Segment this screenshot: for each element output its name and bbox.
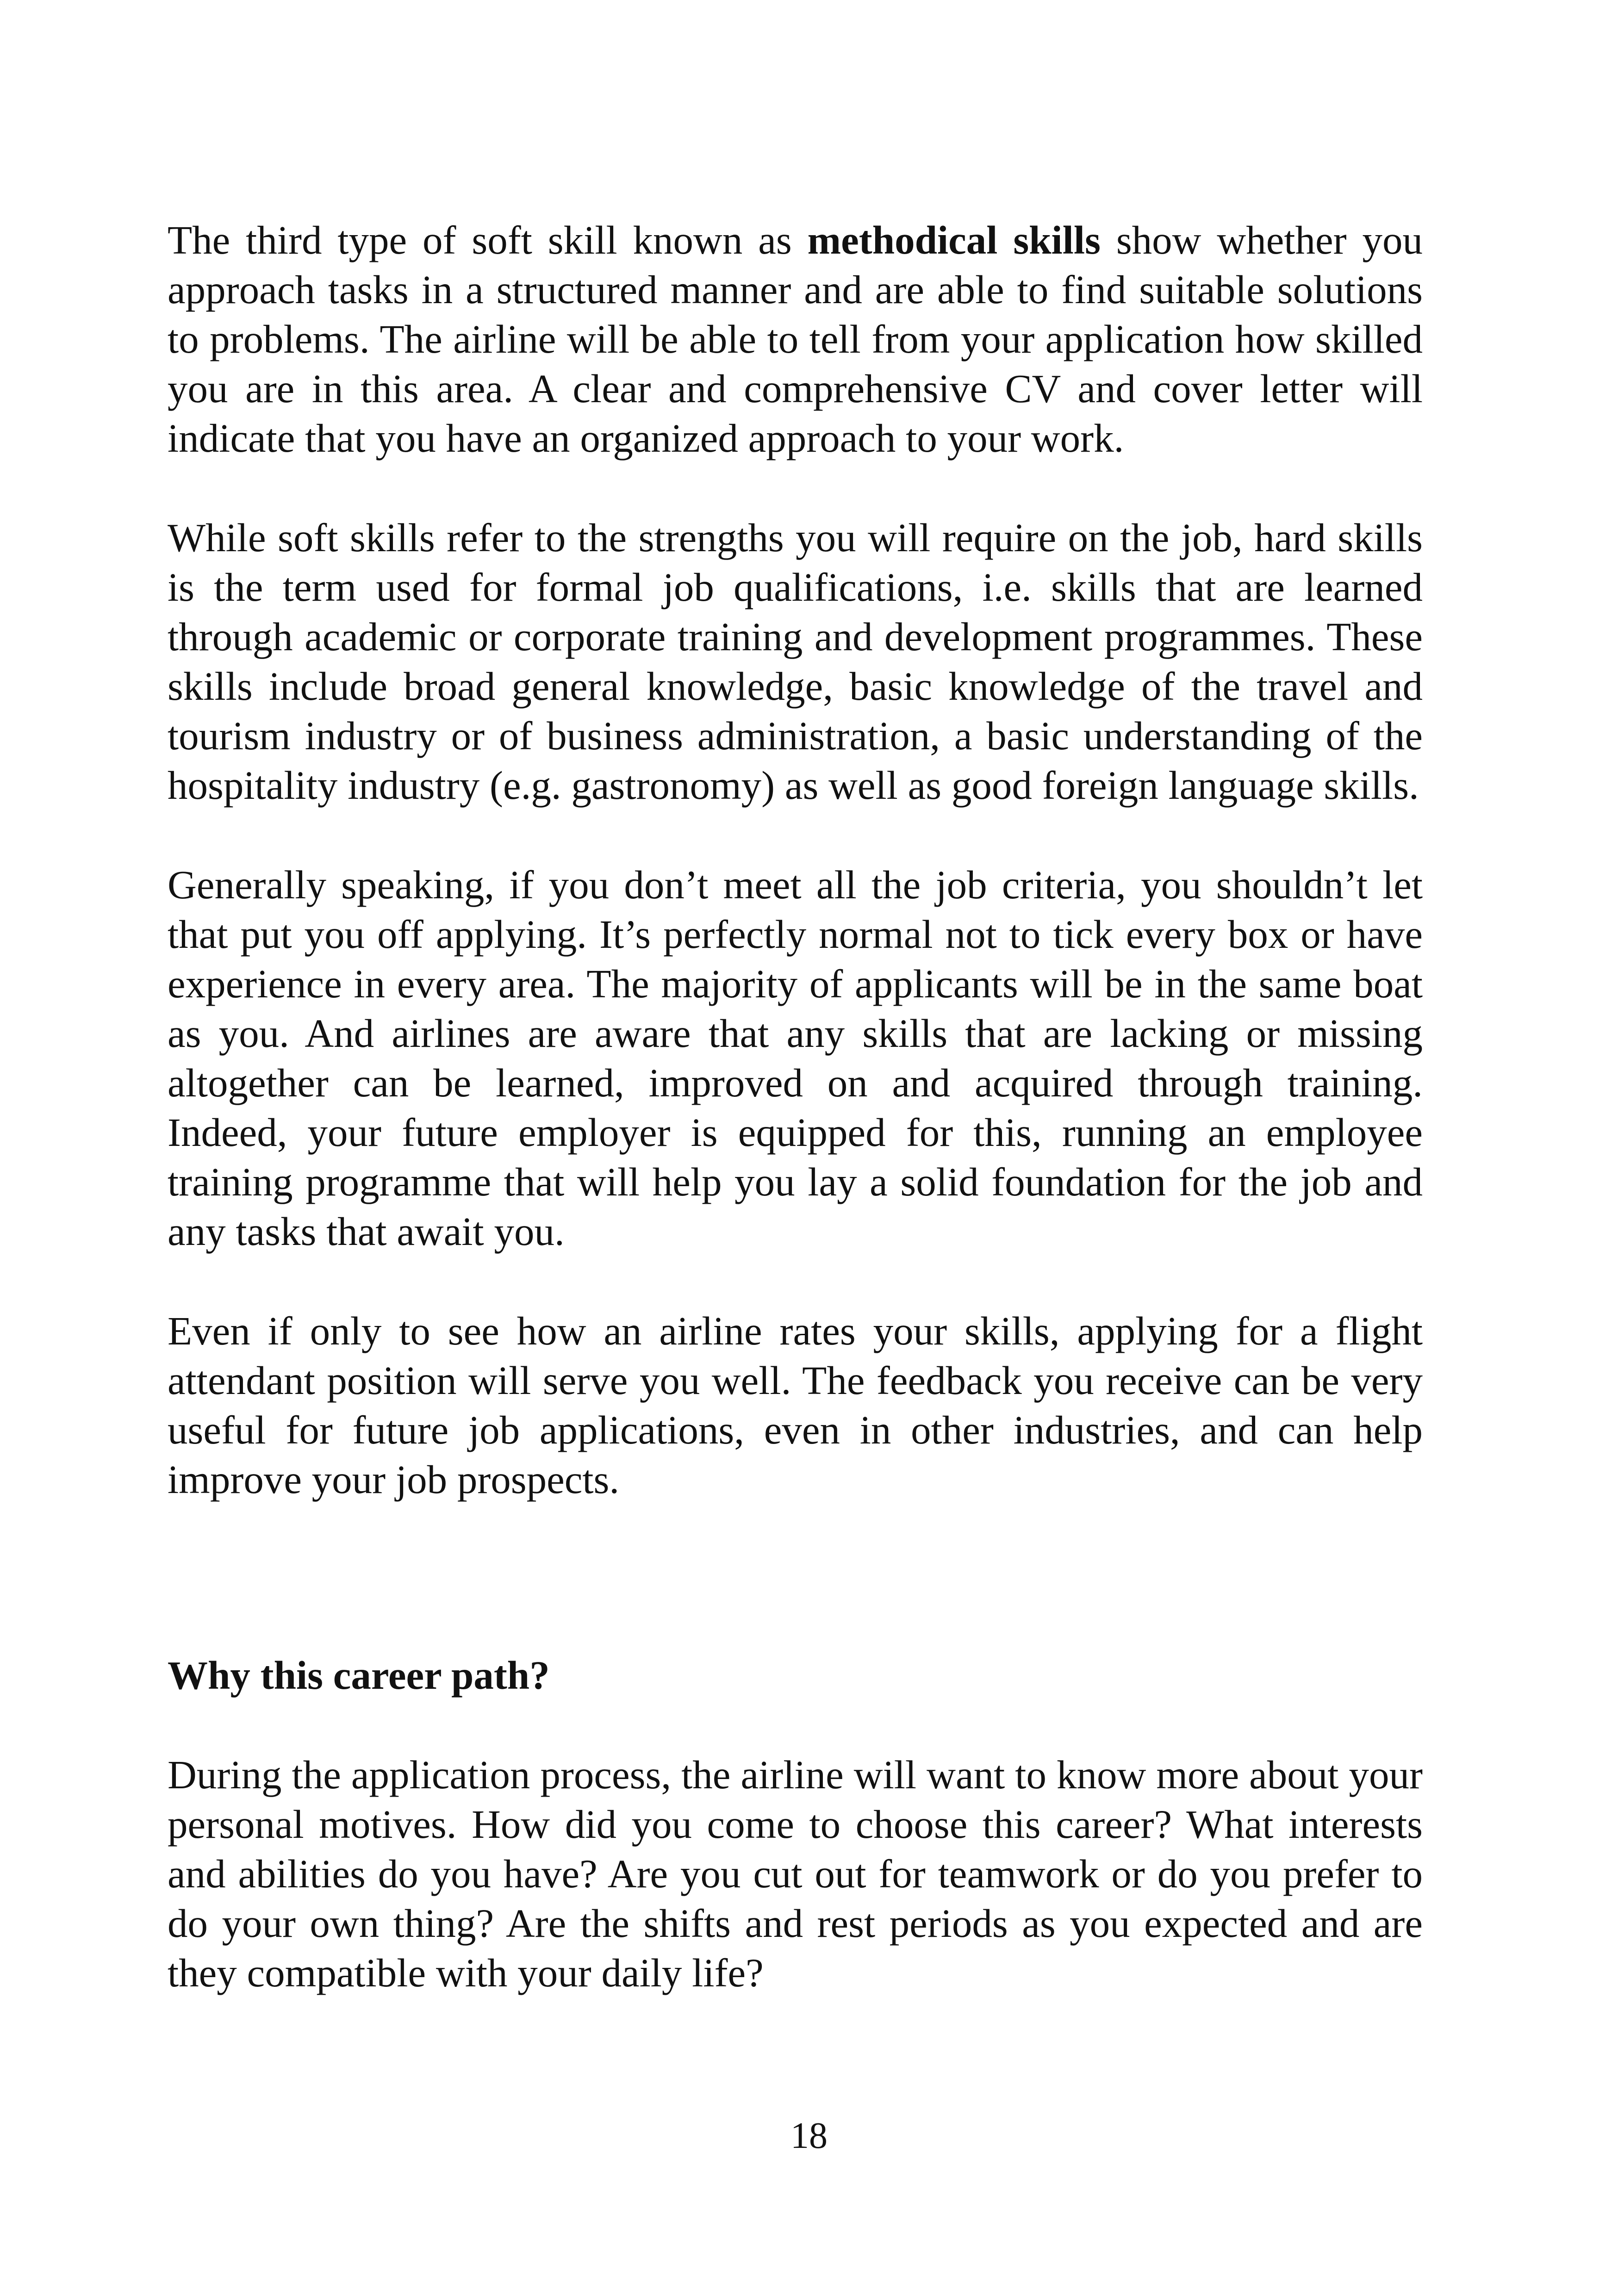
paragraph-methodical-skills: [168, 215, 1423, 463]
paragraph-job-criteria: Generally speaking, if you don’t meet all the job criteria, you shouldn’t let that put you off applying. It’s perfectly normal not to tick every box or have experience in every area. The majority of applicants will be in the same boat as you. And airlines are aware that any skills that are lacking or missing altogether can be learned, improved on and acquired through training. Indeed, your future employer is equipped for this, running an employee training programme that will help you lay a solid foundation for the job and any tasks that await you.: [168, 862, 1423, 1254]
paragraph-hard-skills: While soft skills refer to the strengths you will require on the job, hard skills is the term used for formal job qualifications, i.e. skills that are learned through academic or corporate training and development programmes. These skills include broad general knowledge, basic knowledge of the travel and tourism industry or of business administration, a basic understanding of the hospitality industry (e.g. gastronomy) as well as good foreign language skills.: [168, 515, 1423, 808]
page-number: 18: [790, 2116, 828, 2156]
section-heading: Why this career path?: [168, 1653, 550, 1698]
paragraph-text: show whether you approach tasks in a structured manner and are able to find suitable solutions to problems. The airline will be able to tell from your application how skilled you are in this area. A clear and comprehensive CV and cover letter will indicate that you have an organized approach to your work.: [168, 218, 1423, 460]
paragraph-text: The third type of soft skill known as: [168, 218, 808, 262]
bold-term-methodical-skills: methodical skills: [807, 218, 1101, 262]
paragraph-feedback: Even if only to see how an airline rates your skills, applying for a flight attendant position will serve you well. The feedback you receive can be very useful for future job applications, even in other industries, and can help improve your job prospects.: [168, 1308, 1423, 1502]
page-body: [168, 215, 1423, 1997]
paragraph-personal-motives: During the application process, the airline will want to know more about your personal motives. How did you come to choose this career? What interests and abilities do you have? Are you cut out for teamwork or do you prefer to do your own thing? Are the shifts and rest periods as you expected and are they compatible with your daily life?: [168, 1752, 1423, 1995]
